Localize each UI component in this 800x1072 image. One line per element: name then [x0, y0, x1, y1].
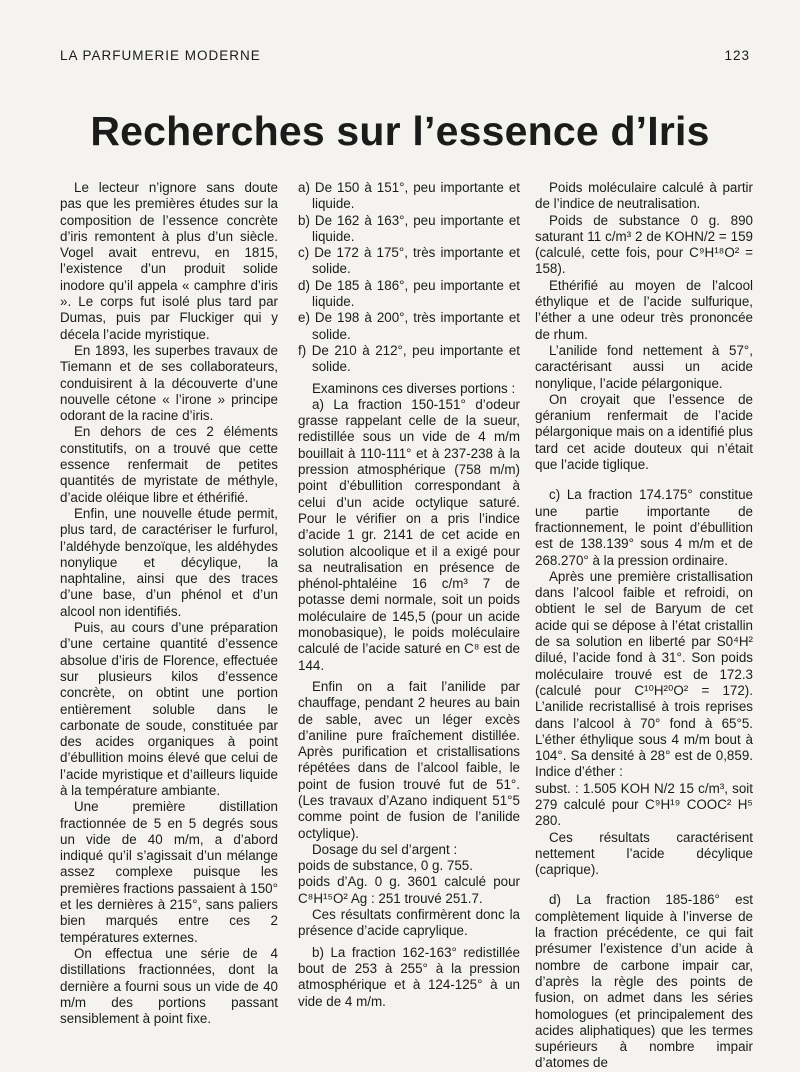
paragraph: Ces résultats confirmèrent donc la présence d’acide caprylique. [298, 907, 520, 939]
paragraph: En 1893, les superbes travaux de Tiemann et de ses collaborateurs, conduisirent à la découverte d’une nouvelle cétone « l’irone » principe odorant de la racine d’iris. [60, 342, 278, 424]
paragraph: Poids de substance 0 g. 890 saturant 11 c/m³ 2 de KOHN/2 = 159 (calculé, cette fois, pour C⁹H¹⁸O² = 158). [535, 212, 753, 277]
paragraph: b) La fraction 162-163° redistillée bout de 253 à 255° à la pression atmosphérique et à 124-125° à un vide de 4 m/m. [298, 944, 520, 1009]
fraction-list-item: d) De 185 à 186°, peu importante et liquide. [298, 277, 520, 310]
fraction-list-item: a) De 150 à 151°, peu importante et liquide. [298, 180, 520, 212]
paragraph: Une première distillation fractionnée de 5 en 5 degrés sous un vide de 40 m/m, a d’abord indiqué qu’il s’agissait d’un mélange assez complexe puisque les premières fractions passaient à 150° et les dernières à 215°, sans paliers bien marqués entre ces 2 températures externes. [60, 799, 278, 945]
paragraph: On effectua une série de 4 distillations fractionnées, dont la dernière a fourni sous un vide de 40 m/m des portions passant sensiblement à point fixe. [60, 945, 278, 1027]
paragraph: Poids moléculaire calculé à partir de l’indice de neutralisation. [535, 180, 753, 212]
paragraph: d) La fraction 185-186° est complètement liquide à l’inverse de la fraction précédente, ce qui fait présumer l’existence d’un acide à nombre de carbone impair car, d’après la règle des points de fusion, on admet dans les séries homologues (et principalement des acides aliphatiques) que les termes supérieurs à nombre impair d’atomes de [535, 892, 753, 1071]
paragraph: Puis, au cours d’une préparation d’une certaine quantité d’essence absolue d’iris de Florence, effectuée sur plusieurs kilos d’essence concrète, on obtint une portion entièrement soluble dans le carbonate de soude, constituée par des acides organiques à point d’ébullition moins élevé que celui de l’acide myristique et d’ailleurs liquide à la température ambiante. [60, 620, 278, 798]
paragraph: Ethérifié au moyen de l’alcool éthylique et de l’acide sulfurique, l’éther a une odeur très prononcée de rhum. [535, 277, 753, 342]
paragraph: Examinons ces diverses portions : [312, 380, 516, 396]
page-number: 123 [724, 48, 750, 63]
column-2 [298, 180, 520, 1010]
paragraph: poids d’Ag. 0 g. 3601 calculé pour C⁸H¹⁵O² Ag : 251 trouvé 251.7. [298, 874, 520, 906]
fraction-list-item: e) De 198 à 200°, très importante et solide. [298, 310, 520, 342]
paragraph: Enfin, une nouvelle étude permit, plus tard, de caractériser le furfurol, l’aldéhyde benzoïque, les aldéhydes nonylique et décylique, la naphtaline, ainsi que des traces d’une base, d’un phénol et d’un alcool non identifiés. [60, 505, 278, 619]
fraction-list-item: b) De 162 à 163°, peu importante et liquide. [298, 212, 520, 244]
fraction-list-item: c) De 172 à 175°, très importante et solide. [298, 245, 520, 277]
paragraph: On croyait que l’essence de géranium renfermait de l’acide pélargonique mais on a identifié plus tard cet acide douteux qui n’était que l’acide tiglique. [535, 391, 753, 473]
column-1 [60, 180, 278, 1027]
paragraph: Enfin on a fait l’anilide par chauffage, pendant 2 heures au bain de sable, avec un léger excès d’aniline pure fraîchement distillée. Après purification et cristallisations répétées dans de l’alcool faible, le point de fusion trouvé fut de 51°. (Les travaux d’Azano indiquent 51°5 comme point de fusion de l’anilide octylique). [298, 678, 520, 841]
paragraph: c) La fraction 174.175° constitue une partie importante de fractionnement, le point d’ébullition est de 138.139° sous 4 m/m et de 268.270° à la pression ordinaire. [535, 487, 753, 568]
journal-name: LA PARFUMERIE MODERNE [60, 48, 261, 63]
paragraph: a) La fraction 150-151° d’odeur grasse rappelant celle de la sueur, redistillée sous un vide de 4 m/m bouillait à 110-111° et à 237-238 à la pression atmosphérique (758 m/m) point d’ébullition correspondant à celui d’un acide octylique saturé. Pour le vérifier on a pris l’indice d’acide 1 gr. 2141 de cet acide en solution alcoolique et il a exigé pour sa neutralisation en présence de phénol-phtaléine 16 c/m³ 7 de potasse demi normale, soit un poids moléculaire de 145,5 (pour un acide monobasique), le poids moléculaire calculé de l’acide saturé en C⁸ est de 144. [298, 396, 520, 673]
fraction-list-item: f) De 210 à 212°, peu importante et solide. [298, 342, 520, 375]
column-3 [535, 180, 753, 1072]
article-title: Recherches sur l’essence d’Iris [90, 108, 710, 154]
paragraph: Après une première cristallisation dans l’alcool faible et refroidi, on obtient le sel de Baryum de cet acide qui se dépose à l’état cristallin de sa solution en liberté par S0⁴H² dilué, l’acide fond à 31°. Son poids moléculaire trouvé est de 172.3 (calculé pour C¹⁰H²⁰O² = 172). L’anilide recristallisé à trois reprises dans l’alcool à 70° fond à 65°5. L’éther éthylique sous 4 m/m bout à 104°. Sa densité à 28° est de 0,859. Indice d’éther : [535, 568, 753, 780]
paragraph: L’anilide fond nettement à 57°, caractérisant aussi un acide nonylique, l’acide pélargonique. [535, 342, 753, 391]
paragraph: Ces résultats caractérisent nettement l’acide décylique (caprique). [535, 829, 753, 878]
paragraph: poids de substance, 0 g. 755. [298, 858, 473, 874]
paragraph: Le lecteur n’ignore sans doute pas que les premières études sur la composition de l’essence concrète d’iris remontent à plus d’un siècle. Vogel avait entrevu, en 1815, l’existence d’un produit solide inodore qu’il appela « camphre d’iris ». Le corps fut isolé plus tard par Dumas, puis par Fluckiger qui y décela l’acide myristique. [60, 180, 278, 342]
paragraph: subst. : 1.505 KOH N/2 15 c/m³, soit 279 calculé pour C⁹H¹⁹ COOC² H⁵ 280. [535, 780, 753, 829]
paragraph: Dosage du sel d’argent : [312, 841, 458, 857]
paragraph: En dehors de ces 2 éléments constitutifs, on a trouvé que cette essence renfermait de petites quantités de myristate de méthyle, d’acide oléique libre et éthérifié. [60, 424, 278, 505]
